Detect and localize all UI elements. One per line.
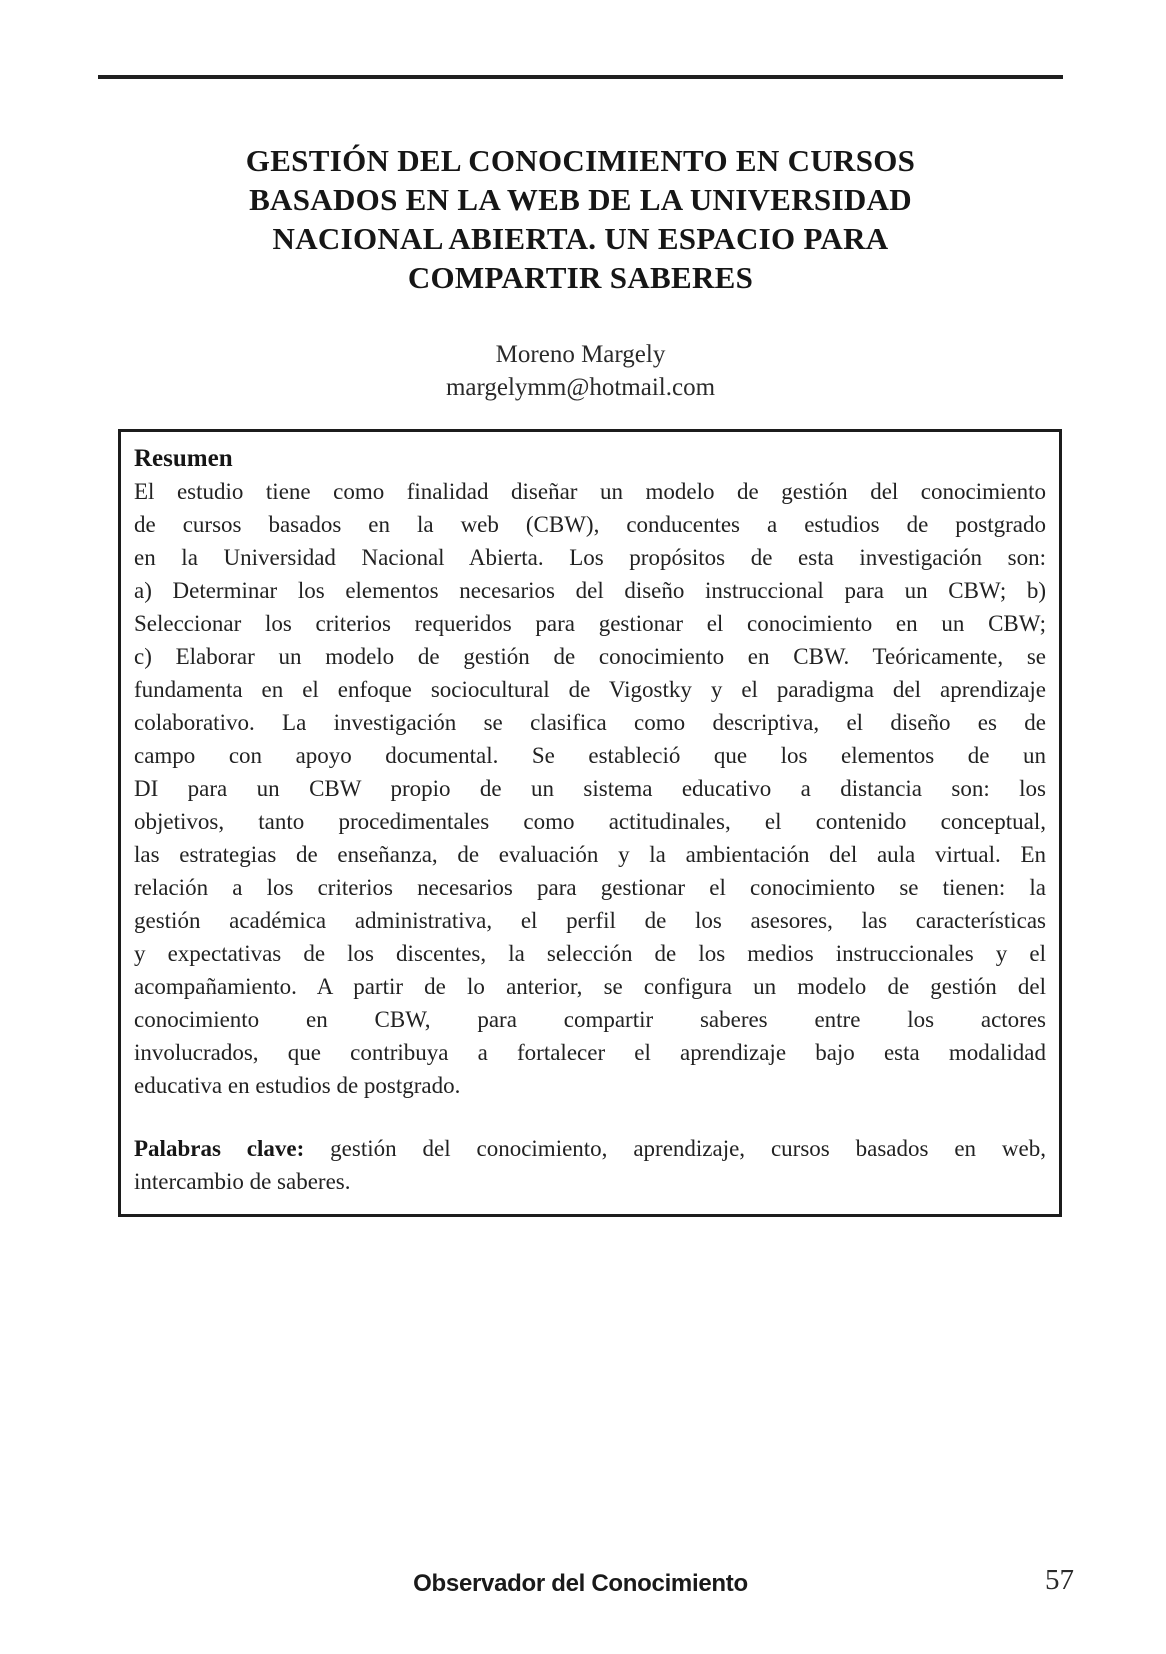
abstract-line: de cursos basados en la web (CBW), conducentes a estudios de postgrado xyxy=(134,512,1046,537)
abstract-line: DI para un CBW propio de un sistema educativo a distancia son: los xyxy=(134,776,1046,801)
abstract-line: en la Universidad Nacional Abierta. Los propósitos de esta investigación son: xyxy=(134,545,1046,570)
article-title-line: NACIONAL ABIERTA. UN ESPACIO PARA xyxy=(272,221,889,256)
keywords-text: gestión del conocimiento, aprendizaje, cursos basados en web, xyxy=(304,1136,1047,1161)
article-title xyxy=(98,141,1063,297)
author-name: Moreno Margely xyxy=(495,341,666,368)
abstract-line: acompañamiento. A partir de lo anterior, se configura un modelo de gestión del xyxy=(134,974,1046,999)
keywords-line xyxy=(134,1132,1046,1165)
abstract-body xyxy=(134,475,1046,1102)
author-block xyxy=(98,338,1063,404)
abstract-line: conocimiento en CBW, para compartir saberes entre los actores xyxy=(134,1007,1046,1032)
keywords-label: Palabras clave: xyxy=(134,1136,305,1161)
abstract-line: campo con apoyo documental. Se estableció que los elementos de un xyxy=(134,743,1046,768)
abstract-line: objetivos, tanto procedimentales como actitudinales, el contenido conceptual, xyxy=(134,809,1046,834)
abstract-line: involucrados, que contribuya a fortalecer el aprendizaje bajo esta modalidad xyxy=(134,1040,1046,1065)
abstract-line: a) Determinar los elementos necesarios del diseño instruccional para un CBW; b) xyxy=(134,578,1046,603)
author-email: margelymm@hotmail.com xyxy=(445,374,716,401)
abstract-line: gestión académica administrativa, el perfil de los asesores, las características xyxy=(134,908,1046,933)
article-title-line: BASADOS EN LA WEB DE LA UNIVERSIDAD xyxy=(249,182,912,217)
abstract-line: Seleccionar los criterios requeridos para gestionar el conocimiento en un CBW; xyxy=(134,611,1046,636)
article-title-line: COMPARTIR SABERES xyxy=(407,260,754,295)
abstract-line: fundamenta en el enfoque sociocultural de Vigostky y el paradigma del aprendizaje xyxy=(134,677,1046,702)
abstract-line: educativa en estudios de postgrado. xyxy=(134,1073,461,1098)
keywords-line: intercambio de saberes. xyxy=(134,1169,351,1194)
footer-page-number: 57 xyxy=(1045,1564,1074,1596)
abstract-box xyxy=(118,429,1062,1217)
abstract-line: El estudio tiene como finalidad diseñar un modelo de gestión del conocimiento xyxy=(134,479,1046,504)
abstract-line: colaborativo. La investigación se clasifica como descriptiva, el diseño es de xyxy=(134,710,1046,735)
keywords-block xyxy=(134,1132,1046,1198)
abstract-line: relación a los criterios necesarios para gestionar el conocimiento se tienen: la xyxy=(134,875,1046,900)
abstract-line: las estrategias de enseñanza, de evaluación y la ambientación del aula virtual. En xyxy=(134,842,1046,867)
abstract-line: y expectativas de los discentes, la selección de los medios instruccionales y el xyxy=(134,941,1046,966)
abstract-line: c) Elaborar un modelo de gestión de conocimiento en CBW. Teóricamente, se xyxy=(134,644,1046,669)
abstract-heading: Resumen xyxy=(134,445,233,472)
top-rule-divider xyxy=(98,75,1063,79)
footer-journal-name: Observador del Conocimiento xyxy=(413,1570,748,1597)
article-title-line: GESTIÓN DEL CONOCIMIENTO EN CURSOS xyxy=(245,143,916,178)
